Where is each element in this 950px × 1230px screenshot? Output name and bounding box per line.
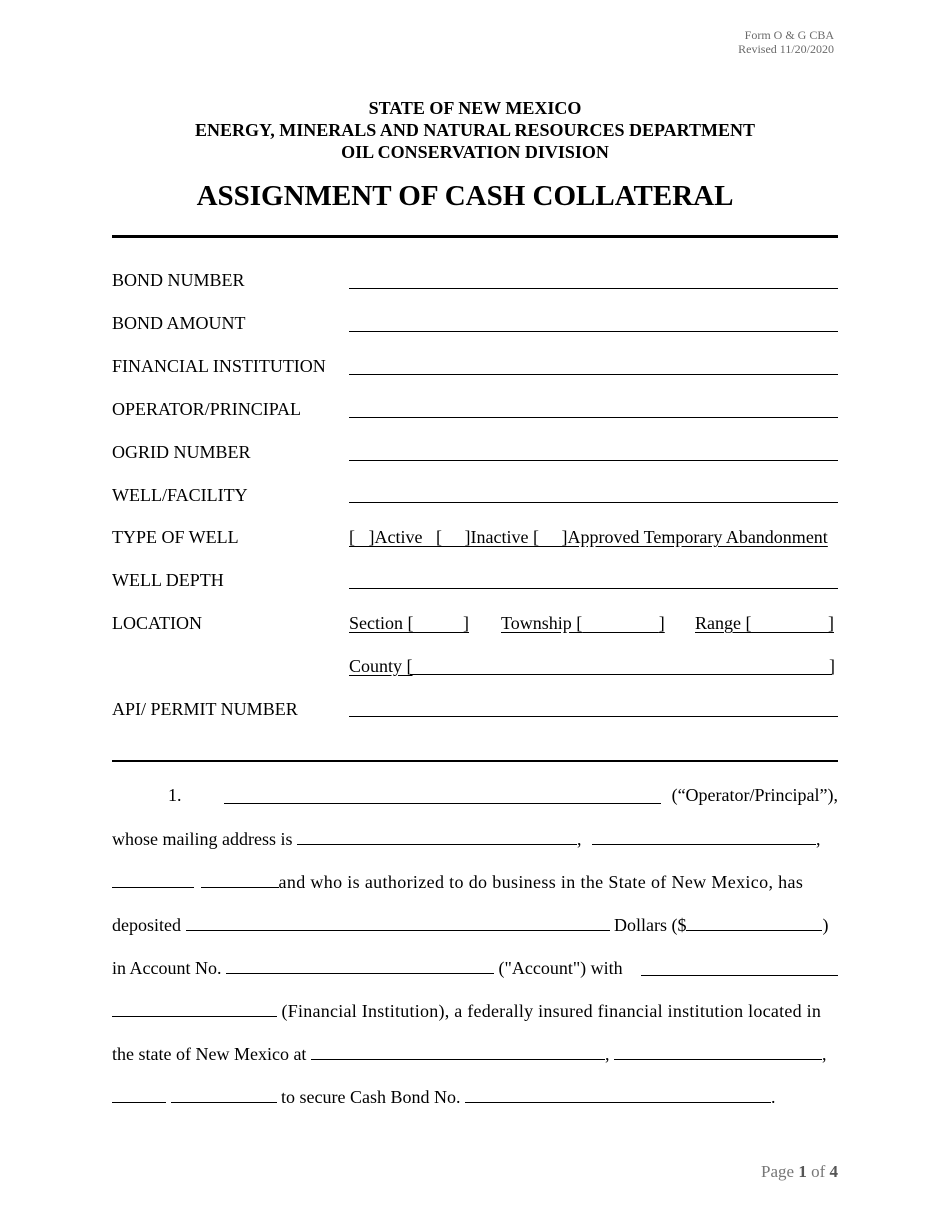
period: .	[770, 1087, 776, 1107]
document-title: ASSIGNMENT OF CASH COLLATERAL	[196, 180, 734, 212]
account-with-text: ("Account") with	[498, 958, 623, 978]
operator-principal-label: OPERATOR/PRINCIPAL	[112, 399, 302, 419]
financial-institution-blank[interactable]	[641, 958, 838, 976]
mailing-address-blank[interactable]	[297, 827, 577, 845]
division-heading: OIL CONSERVATION DIVISION	[341, 142, 609, 162]
page-total: 4	[829, 1162, 838, 1181]
institution-state-blank[interactable]	[112, 1085, 166, 1103]
inactive-checkbox[interactable]: [ ]	[422, 527, 471, 547]
page-current: 1	[798, 1162, 807, 1181]
approved-option-label: Approved Temporary Abandonment	[567, 527, 828, 547]
financial-institution-label: FINANCIAL INSTITUTION	[112, 356, 326, 376]
township-label: Township [	[501, 613, 583, 633]
api-permit-number-field[interactable]	[349, 716, 838, 717]
institution-address-blank[interactable]	[311, 1042, 605, 1060]
bond-number-field[interactable]	[349, 288, 838, 289]
page-of: of	[811, 1162, 826, 1181]
operator-name-blank[interactable]	[224, 786, 661, 804]
federally-insured-text: (Financial Institution), a federally insured financial institution located in	[281, 1001, 822, 1021]
state-blank[interactable]	[112, 870, 194, 888]
mailing-address-text: whose mailing address is	[112, 829, 293, 849]
authorized-text: and who is authorized to do business in the State of New Mexico, has	[278, 872, 804, 892]
department-heading: ENERGY, MINERALS AND NATURAL RESOURCES DEPARTMENT	[194, 120, 756, 140]
location-label: LOCATION	[112, 613, 202, 633]
header-divider	[112, 235, 838, 238]
location-range-field[interactable]	[695, 612, 834, 634]
ogrid-number-field[interactable]	[349, 460, 838, 461]
county-label: County [	[349, 656, 413, 676]
page-prefix: Page	[761, 1162, 795, 1181]
range-label: Range [	[695, 613, 752, 633]
comma: ,	[821, 1044, 827, 1064]
api-permit-number-label: API/ PERMIT NUMBER	[112, 699, 298, 719]
type-of-well-label: TYPE OF WELL	[112, 527, 239, 547]
well-facility-label: WELL/FACILITY	[112, 485, 248, 505]
comma: ,	[576, 829, 582, 849]
bond-number-label: BOND NUMBER	[112, 270, 245, 290]
account-no-text: in Account No.	[112, 958, 222, 978]
institution-city-blank[interactable]	[614, 1042, 822, 1060]
bond-amount-label: BOND AMOUNT	[112, 313, 246, 333]
active-option-label: Active	[374, 527, 423, 547]
state-heading: STATE OF NEW MEXICO	[368, 98, 582, 118]
cash-bond-number-blank[interactable]	[465, 1085, 771, 1103]
inactive-option-label: Inactive	[470, 527, 529, 547]
institution-zip-blank[interactable]	[171, 1085, 277, 1103]
comma: ,	[815, 829, 821, 849]
account-number-blank[interactable]	[226, 956, 494, 974]
location-section-field[interactable]	[349, 612, 469, 634]
well-depth-label: WELL DEPTH	[112, 570, 224, 590]
type-of-well-options	[349, 526, 828, 548]
paragraph-line-6	[112, 999, 838, 1022]
paragraph-number: 1.	[168, 785, 182, 805]
paragraph-line-5	[112, 956, 838, 979]
form-code-line1: Form O & G CBA	[744, 28, 834, 42]
institution-name-blank[interactable]	[112, 999, 277, 1017]
range-close: ]	[827, 613, 834, 633]
dollars-text: Dollars ($	[614, 915, 687, 935]
secure-bond-text: to secure Cash Bond No.	[281, 1087, 461, 1107]
form-revision-date: Revised 11/20/2020	[738, 42, 834, 56]
paragraph-line-3	[112, 870, 838, 893]
active-checkbox[interactable]: [ ]	[349, 527, 375, 547]
comma: ,	[604, 1044, 610, 1064]
close-paren: )	[822, 915, 829, 935]
paragraph-line-8	[112, 1085, 838, 1108]
section-divider	[112, 760, 838, 762]
operator-principal-suffix: (“Operator/Principal”),	[671, 785, 838, 805]
state-at-text: the state of New Mexico at	[112, 1044, 307, 1064]
paragraph-line-4	[112, 913, 838, 936]
township-close: ]	[658, 613, 665, 633]
approved-checkbox[interactable]: [ ]	[528, 527, 568, 547]
paragraph-line-7	[112, 1042, 838, 1065]
bond-amount-field[interactable]	[349, 331, 838, 332]
mailing-city-blank[interactable]	[592, 827, 816, 845]
paragraph-line-2	[112, 827, 838, 850]
well-facility-field[interactable]	[349, 502, 838, 503]
operator-principal-field[interactable]	[349, 417, 838, 418]
section-label: Section [	[349, 613, 414, 633]
form-code	[738, 28, 834, 56]
financial-institution-field[interactable]	[349, 374, 838, 375]
well-depth-field[interactable]	[349, 588, 838, 589]
section-close: ]	[463, 613, 469, 633]
location-township-field[interactable]	[501, 612, 665, 634]
zip-blank[interactable]	[201, 870, 279, 888]
county-underline	[410, 674, 832, 675]
county-close: ]	[829, 656, 835, 676]
page-number	[761, 1162, 838, 1182]
amount-words-blank[interactable]	[186, 913, 610, 931]
amount-number-blank[interactable]	[686, 913, 822, 931]
ogrid-number-label: OGRID NUMBER	[112, 442, 251, 462]
deposited-text: deposited	[112, 915, 181, 935]
